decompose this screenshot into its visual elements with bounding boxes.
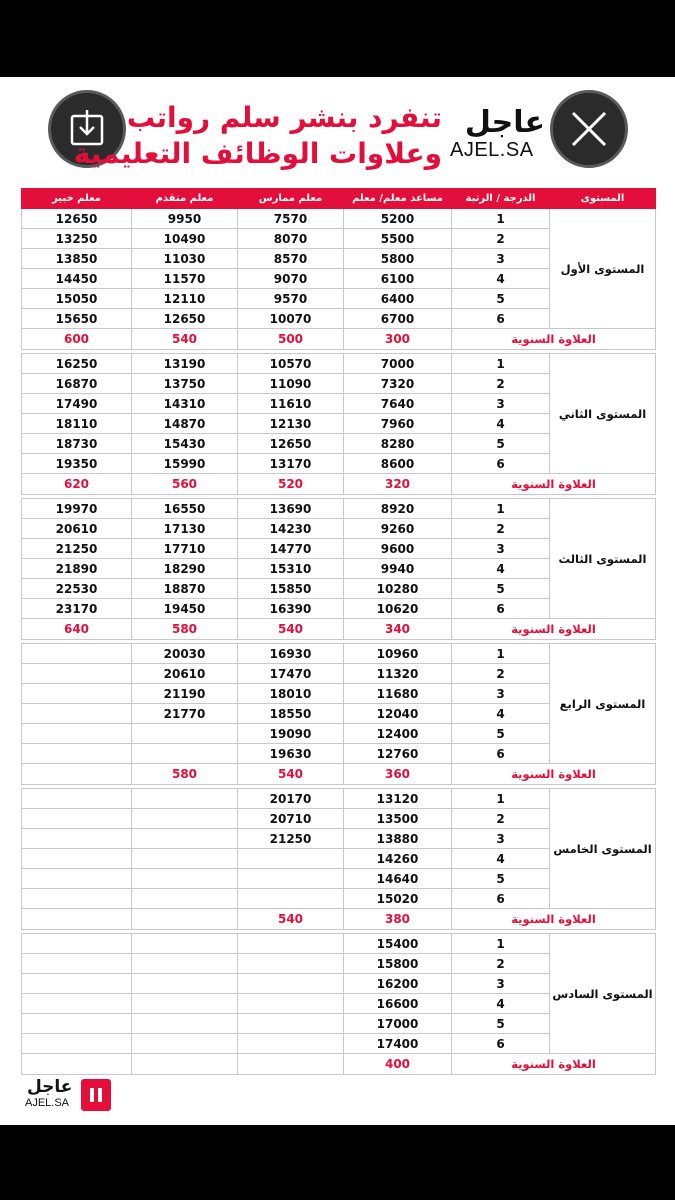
advanced-teacher-cell	[132, 744, 238, 764]
allowance-practitioner-cell: 540	[238, 909, 344, 930]
allowance-assistant-cell: 380	[344, 909, 452, 930]
allowance-assistant-cell: 340	[344, 619, 452, 640]
annual-allowance-row	[22, 909, 656, 930]
advanced-teacher-cell	[132, 724, 238, 744]
annual-allowance-row	[22, 764, 656, 785]
advanced-teacher-cell: 21190	[132, 684, 238, 704]
assistant-teacher-cell: 7000	[344, 354, 452, 374]
advanced-teacher-cell	[132, 789, 238, 809]
annual-allowance-row	[22, 1054, 656, 1075]
expert-teacher-cell	[22, 1034, 132, 1054]
allowance-assistant-cell: 400	[344, 1054, 452, 1075]
grade-cell: 2	[452, 374, 550, 394]
assistant-teacher-cell: 17400	[344, 1034, 452, 1054]
assistant-teacher-cell: 14640	[344, 869, 452, 889]
advanced-teacher-cell	[132, 829, 238, 849]
practitioner-teacher-cell: 11610	[238, 394, 344, 414]
allowance-advanced-cell: 580	[132, 764, 238, 785]
expert-teacher-cell	[22, 724, 132, 744]
practitioner-teacher-cell: 14770	[238, 539, 344, 559]
document-header	[0, 77, 675, 185]
expert-teacher-cell	[22, 974, 132, 994]
annual-allowance-label: العلاوة السنوية	[452, 329, 656, 350]
expert-teacher-cell	[22, 809, 132, 829]
table-header-row	[22, 189, 656, 209]
table-row	[22, 644, 656, 664]
grade-cell: 1	[452, 934, 550, 954]
grade-cell: 1	[452, 644, 550, 664]
ajel-logo	[450, 105, 545, 165]
grade-cell: 4	[452, 704, 550, 724]
advanced-teacher-cell: 20030	[132, 644, 238, 664]
grade-cell: 4	[452, 559, 550, 579]
assistant-teacher-cell: 6700	[344, 309, 452, 329]
level-name-cell: المستوى الخامس	[550, 789, 656, 909]
practitioner-teacher-cell: 13170	[238, 454, 344, 474]
expert-teacher-cell: 18730	[22, 434, 132, 454]
allowance-expert-cell: 600	[22, 329, 132, 350]
allowance-practitioner-cell: 520	[238, 474, 344, 495]
practitioner-teacher-cell: 21250	[238, 829, 344, 849]
practitioner-teacher-cell	[238, 934, 344, 954]
table-row	[22, 209, 656, 229]
table-row	[22, 934, 656, 954]
level-name-cell: المستوى الأول	[550, 209, 656, 329]
header-level: المستوى	[550, 189, 656, 209]
allowance-practitioner-cell: 540	[238, 764, 344, 785]
assistant-teacher-cell: 9260	[344, 519, 452, 539]
logo-arabic: عاجل	[464, 105, 545, 140]
expert-teacher-cell	[22, 994, 132, 1014]
advanced-teacher-cell: 14310	[132, 394, 238, 414]
grade-cell: 6	[452, 889, 550, 909]
assistant-teacher-cell: 15800	[344, 954, 452, 974]
expert-teacher-cell: 13250	[22, 229, 132, 249]
expert-teacher-cell: 19350	[22, 454, 132, 474]
advanced-teacher-cell: 12650	[132, 309, 238, 329]
practitioner-teacher-cell: 16930	[238, 644, 344, 664]
expert-teacher-cell	[22, 849, 132, 869]
advanced-teacher-cell	[132, 889, 238, 909]
practitioner-teacher-cell	[238, 1034, 344, 1054]
assistant-teacher-cell: 12040	[344, 704, 452, 724]
advanced-teacher-cell	[132, 954, 238, 974]
grade-cell: 3	[452, 539, 550, 559]
assistant-teacher-cell: 13500	[344, 809, 452, 829]
practitioner-teacher-cell: 13690	[238, 499, 344, 519]
annual-allowance-label: العلاوة السنوية	[452, 1054, 656, 1075]
grade-cell: 2	[452, 809, 550, 829]
assistant-teacher-cell: 13120	[344, 789, 452, 809]
expert-teacher-cell: 13850	[22, 249, 132, 269]
allowance-advanced-cell	[132, 1054, 238, 1075]
expert-teacher-cell: 14450	[22, 269, 132, 289]
assistant-teacher-cell: 10620	[344, 599, 452, 619]
allowance-expert-cell: 640	[22, 619, 132, 640]
practitioner-teacher-cell: 9070	[238, 269, 344, 289]
grade-cell: 5	[452, 434, 550, 454]
level-name-cell: المستوى السادس	[550, 934, 656, 1054]
practitioner-teacher-cell: 15310	[238, 559, 344, 579]
allowance-expert-cell	[22, 1054, 132, 1075]
expert-teacher-cell: 15650	[22, 309, 132, 329]
advanced-teacher-cell	[132, 869, 238, 889]
header-expert-teacher: معلم خبير	[22, 189, 132, 209]
practitioner-teacher-cell	[238, 954, 344, 974]
expert-teacher-cell	[22, 1014, 132, 1034]
allowance-advanced-cell: 580	[132, 619, 238, 640]
annual-allowance-row	[22, 329, 656, 350]
assistant-teacher-cell: 6100	[344, 269, 452, 289]
practitioner-teacher-cell: 20710	[238, 809, 344, 829]
footer-logo	[25, 1077, 115, 1117]
grade-cell: 6	[452, 744, 550, 764]
footer-logo-english: AJEL.SA	[25, 1097, 70, 1109]
expert-teacher-cell: 21890	[22, 559, 132, 579]
grade-cell: 6	[452, 454, 550, 474]
assistant-teacher-cell: 12760	[344, 744, 452, 764]
expert-teacher-cell	[22, 744, 132, 764]
expert-teacher-cell	[22, 789, 132, 809]
advanced-teacher-cell: 20610	[132, 664, 238, 684]
advanced-teacher-cell: 18870	[132, 579, 238, 599]
practitioner-teacher-cell: 18010	[238, 684, 344, 704]
expert-teacher-cell: 16250	[22, 354, 132, 374]
practitioner-teacher-cell	[238, 994, 344, 1014]
assistant-teacher-cell: 9600	[344, 539, 452, 559]
annual-allowance-row	[22, 619, 656, 640]
allowance-advanced-cell: 540	[132, 329, 238, 350]
level-name-cell: المستوى الرابع	[550, 644, 656, 764]
practitioner-teacher-cell	[238, 869, 344, 889]
grade-cell: 3	[452, 249, 550, 269]
expert-teacher-cell: 21250	[22, 539, 132, 559]
expert-teacher-cell	[22, 869, 132, 889]
title-line-2: وعلاوات الوظائف التعليمية	[73, 137, 442, 170]
grade-cell: 4	[452, 994, 550, 1014]
allowance-assistant-cell: 360	[344, 764, 452, 785]
practitioner-teacher-cell: 8570	[238, 249, 344, 269]
assistant-teacher-cell: 9940	[344, 559, 452, 579]
advanced-teacher-cell: 17130	[132, 519, 238, 539]
expert-teacher-cell	[22, 954, 132, 974]
grade-cell: 1	[452, 209, 550, 229]
grade-cell: 2	[452, 519, 550, 539]
expert-teacher-cell	[22, 664, 132, 684]
salary-table	[21, 188, 656, 1075]
advanced-teacher-cell: 19450	[132, 599, 238, 619]
advanced-teacher-cell: 21770	[132, 704, 238, 724]
advanced-teacher-cell: 13190	[132, 354, 238, 374]
expert-teacher-cell	[22, 934, 132, 954]
grade-cell: 6	[452, 1034, 550, 1054]
expert-teacher-cell	[22, 684, 132, 704]
annual-allowance-label: العلاوة السنوية	[452, 619, 656, 640]
annual-allowance-label: العلاوة السنوية	[452, 909, 656, 930]
level-name-cell: المستوى الثالث	[550, 499, 656, 619]
header-practitioner-teacher: معلم ممارس	[238, 189, 344, 209]
practitioner-teacher-cell: 10070	[238, 309, 344, 329]
assistant-teacher-cell: 5500	[344, 229, 452, 249]
advanced-teacher-cell	[132, 934, 238, 954]
assistant-teacher-cell: 12400	[344, 724, 452, 744]
footer-logo-mark	[81, 1079, 111, 1111]
expert-teacher-cell	[22, 704, 132, 724]
assistant-teacher-cell: 15400	[344, 934, 452, 954]
advanced-teacher-cell: 15990	[132, 454, 238, 474]
assistant-teacher-cell: 5200	[344, 209, 452, 229]
grade-cell: 5	[452, 869, 550, 889]
grade-cell: 2	[452, 664, 550, 684]
table-body	[22, 209, 656, 1075]
expert-teacher-cell: 16870	[22, 374, 132, 394]
expert-teacher-cell: 17490	[22, 394, 132, 414]
grade-cell: 4	[452, 269, 550, 289]
expert-teacher-cell: 22530	[22, 579, 132, 599]
expert-teacher-cell	[22, 644, 132, 664]
assistant-teacher-cell: 8600	[344, 454, 452, 474]
annual-allowance-row	[22, 474, 656, 495]
allowance-practitioner-cell: 500	[238, 329, 344, 350]
practitioner-teacher-cell: 10570	[238, 354, 344, 374]
assistant-teacher-cell: 11680	[344, 684, 452, 704]
allowance-advanced-cell: 560	[132, 474, 238, 495]
assistant-teacher-cell: 8280	[344, 434, 452, 454]
expert-teacher-cell: 19970	[22, 499, 132, 519]
salary-scale-document	[0, 77, 675, 1125]
allowance-advanced-cell	[132, 909, 238, 930]
header-advanced-teacher: معلم متقدم	[132, 189, 238, 209]
advanced-teacher-cell	[132, 809, 238, 829]
allowance-assistant-cell: 320	[344, 474, 452, 495]
table-row	[22, 499, 656, 519]
allowance-expert-cell	[22, 764, 132, 785]
advanced-teacher-cell: 9950	[132, 209, 238, 229]
advanced-teacher-cell: 15430	[132, 434, 238, 454]
assistant-teacher-cell: 10280	[344, 579, 452, 599]
assistant-teacher-cell: 13880	[344, 829, 452, 849]
practitioner-teacher-cell: 9570	[238, 289, 344, 309]
advanced-teacher-cell: 14870	[132, 414, 238, 434]
advanced-teacher-cell: 11570	[132, 269, 238, 289]
assistant-teacher-cell: 16200	[344, 974, 452, 994]
practitioner-teacher-cell: 12650	[238, 434, 344, 454]
practitioner-teacher-cell: 19090	[238, 724, 344, 744]
practitioner-teacher-cell	[238, 849, 344, 869]
advanced-teacher-cell: 13750	[132, 374, 238, 394]
annual-allowance-label: العلاوة السنوية	[452, 764, 656, 785]
footer-logo-arabic: عاجل	[27, 1077, 73, 1097]
allowance-expert-cell: 620	[22, 474, 132, 495]
assistant-teacher-cell: 8920	[344, 499, 452, 519]
close-icon	[569, 109, 609, 149]
table-row	[22, 789, 656, 809]
grade-cell: 2	[452, 954, 550, 974]
pause-mark-icon	[81, 1079, 111, 1111]
table-row	[22, 354, 656, 374]
grade-cell: 5	[452, 724, 550, 744]
grade-cell: 1	[452, 354, 550, 374]
advanced-teacher-cell: 17710	[132, 539, 238, 559]
practitioner-teacher-cell: 18550	[238, 704, 344, 724]
practitioner-teacher-cell: 17470	[238, 664, 344, 684]
practitioner-teacher-cell: 11090	[238, 374, 344, 394]
advanced-teacher-cell: 11030	[132, 249, 238, 269]
allowance-assistant-cell: 300	[344, 329, 452, 350]
advanced-teacher-cell	[132, 1014, 238, 1034]
assistant-teacher-cell: 7960	[344, 414, 452, 434]
assistant-teacher-cell: 10960	[344, 644, 452, 664]
expert-teacher-cell: 18110	[22, 414, 132, 434]
advanced-teacher-cell	[132, 1034, 238, 1054]
expert-teacher-cell: 23170	[22, 599, 132, 619]
practitioner-teacher-cell: 15850	[238, 579, 344, 599]
assistant-teacher-cell: 6400	[344, 289, 452, 309]
allowance-practitioner-cell: 540	[238, 619, 344, 640]
advanced-teacher-cell: 16550	[132, 499, 238, 519]
allowance-expert-cell	[22, 909, 132, 930]
level-name-cell: المستوى الثاني	[550, 354, 656, 474]
practitioner-teacher-cell	[238, 974, 344, 994]
grade-cell: 3	[452, 829, 550, 849]
assistant-teacher-cell: 16600	[344, 994, 452, 1014]
practitioner-teacher-cell: 12130	[238, 414, 344, 434]
practitioner-teacher-cell	[238, 889, 344, 909]
title-line-1: تنفرد بنشر سلم رواتب	[126, 101, 442, 134]
practitioner-teacher-cell: 8070	[238, 229, 344, 249]
expert-teacher-cell	[22, 889, 132, 909]
grade-cell: 4	[452, 849, 550, 869]
assistant-teacher-cell: 11320	[344, 664, 452, 684]
assistant-teacher-cell: 7320	[344, 374, 452, 394]
practitioner-teacher-cell: 16390	[238, 599, 344, 619]
grade-cell: 6	[452, 309, 550, 329]
advanced-teacher-cell: 12110	[132, 289, 238, 309]
grade-cell: 1	[452, 789, 550, 809]
advanced-teacher-cell	[132, 849, 238, 869]
grade-cell: 2	[452, 229, 550, 249]
annual-allowance-label: العلاوة السنوية	[452, 474, 656, 495]
close-button[interactable]	[550, 90, 628, 168]
expert-teacher-cell: 15050	[22, 289, 132, 309]
assistant-teacher-cell: 17000	[344, 1014, 452, 1034]
grade-cell: 5	[452, 1014, 550, 1034]
grade-cell: 5	[452, 579, 550, 599]
practitioner-teacher-cell: 20170	[238, 789, 344, 809]
header-grade: الدرجة / الرتبة	[452, 189, 550, 209]
practitioner-teacher-cell: 19630	[238, 744, 344, 764]
expert-teacher-cell	[22, 829, 132, 849]
grade-cell: 3	[452, 684, 550, 704]
logo-english: AJEL.SA	[450, 139, 534, 161]
expert-teacher-cell: 12650	[22, 209, 132, 229]
practitioner-teacher-cell: 14230	[238, 519, 344, 539]
assistant-teacher-cell: 15020	[344, 889, 452, 909]
grade-cell: 3	[452, 394, 550, 414]
advanced-teacher-cell: 10490	[132, 229, 238, 249]
assistant-teacher-cell: 7640	[344, 394, 452, 414]
assistant-teacher-cell: 14260	[344, 849, 452, 869]
advanced-teacher-cell	[132, 974, 238, 994]
expert-teacher-cell: 20610	[22, 519, 132, 539]
practitioner-teacher-cell	[238, 1014, 344, 1034]
grade-cell: 1	[452, 499, 550, 519]
grade-cell: 6	[452, 599, 550, 619]
grade-cell: 3	[452, 974, 550, 994]
advanced-teacher-cell: 18290	[132, 559, 238, 579]
advanced-teacher-cell	[132, 994, 238, 1014]
practitioner-teacher-cell: 7570	[238, 209, 344, 229]
header-assistant-teacher: مساعد معلم/ معلم	[344, 189, 452, 209]
assistant-teacher-cell: 5800	[344, 249, 452, 269]
grade-cell: 4	[452, 414, 550, 434]
allowance-practitioner-cell	[238, 1054, 344, 1075]
grade-cell: 5	[452, 289, 550, 309]
